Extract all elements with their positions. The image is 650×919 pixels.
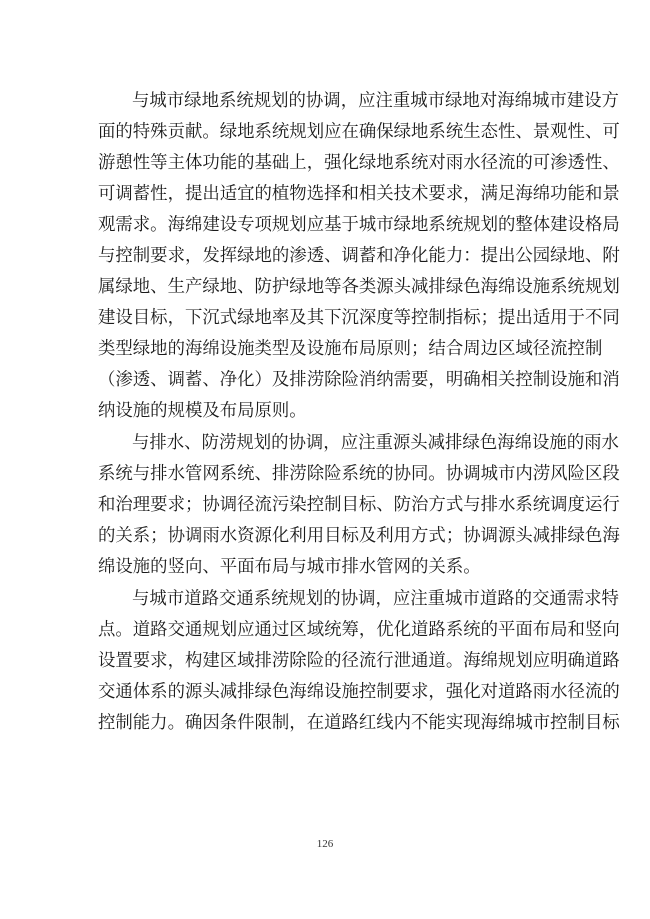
paragraph-3-line-3: 设置要求，构建区域排涝除险的径流行泄通道。海绵规划应明确道路 [98,651,620,671]
paragraph-1-line-4: 可调蓄性，提出适宜的植物选择和相关技术要求，满足海绵功能和景 [98,184,620,204]
paragraph-2-line-4: 的关系；协调雨水资源化利用目标及利用方式；协调源头减排绿色海 [98,526,620,546]
paragraph-1-line-10: （渗透、调蓄、净化）及排涝除险消纳需要，明确相关控制设施和消 [98,370,620,390]
paragraph-1-line-6: 与控制要求，发挥绿地的渗透、调蓄和净化能力：提出公园绿地、附 [98,246,620,266]
paragraph-1-line-2: 面的特殊贡献。绿地系统规划应在确保绿地系统生态性、景观性、可 [98,122,620,142]
paragraph-1-line-7: 属绿地、生产绿地、防护绿地等各类源头减排绿色海绵设施系统规划 [98,277,620,297]
paragraph-1-line-3: 游憩性等主体功能的基础上，强化绿地系统对雨水径流的可渗透性、 [98,153,620,173]
paragraph-2-line-2: 系统与排水管网系统、排涝除险系统的协同。协调城市内涝风险区段 [98,464,620,484]
paragraph-1-line-5: 观需求。海绵建设专项规划应基于城市绿地系统规划的整体建设格局 [98,215,620,235]
page-number: 126 [316,838,334,850]
paragraph-3-line-5: 控制能力。确因条件限制，在道路红线内不能实现海绵城市控制目标 [98,713,620,733]
paragraph-2-line-1: 与排水、防涝规划的协调，应注重源头减排绿色海绵设施的雨水 [132,433,619,453]
paragraph-1-line-1: 与城市绿地系统规划的协调，应注重城市绿地对海绵城市建设方 [132,91,619,111]
paragraph-2-line-3: 和治理要求；协调径流污染控制目标、防治方式与排水系统调度运行 [98,495,620,515]
paragraph-3-line-1: 与城市道路交通系统规划的协调，应注重城市道路的交通需求特 [132,589,619,609]
paragraph-3-line-4: 交通体系的源头减排绿色海绵设施控制要求，强化对道路雨水径流的 [98,682,620,702]
paragraph-1-line-11: 纳设施的规模及布局原则。 [98,401,307,421]
paragraph-1-line-9: 类型绿地的海绵设施类型及设施布局原则；结合周边区域径流控制 [98,339,603,359]
paragraph-1-line-8: 建设目标，下沉式绿地率及其下沉深度等控制指标；提出适用于不同 [98,308,620,328]
paragraph-2-line-5: 绵设施的竖向、平面布局与城市排水管网的关系。 [98,557,481,577]
paragraph-3-line-2: 点。道路交通规划应通过区域统筹，优化道路系统的平面布局和竖向 [98,620,620,640]
